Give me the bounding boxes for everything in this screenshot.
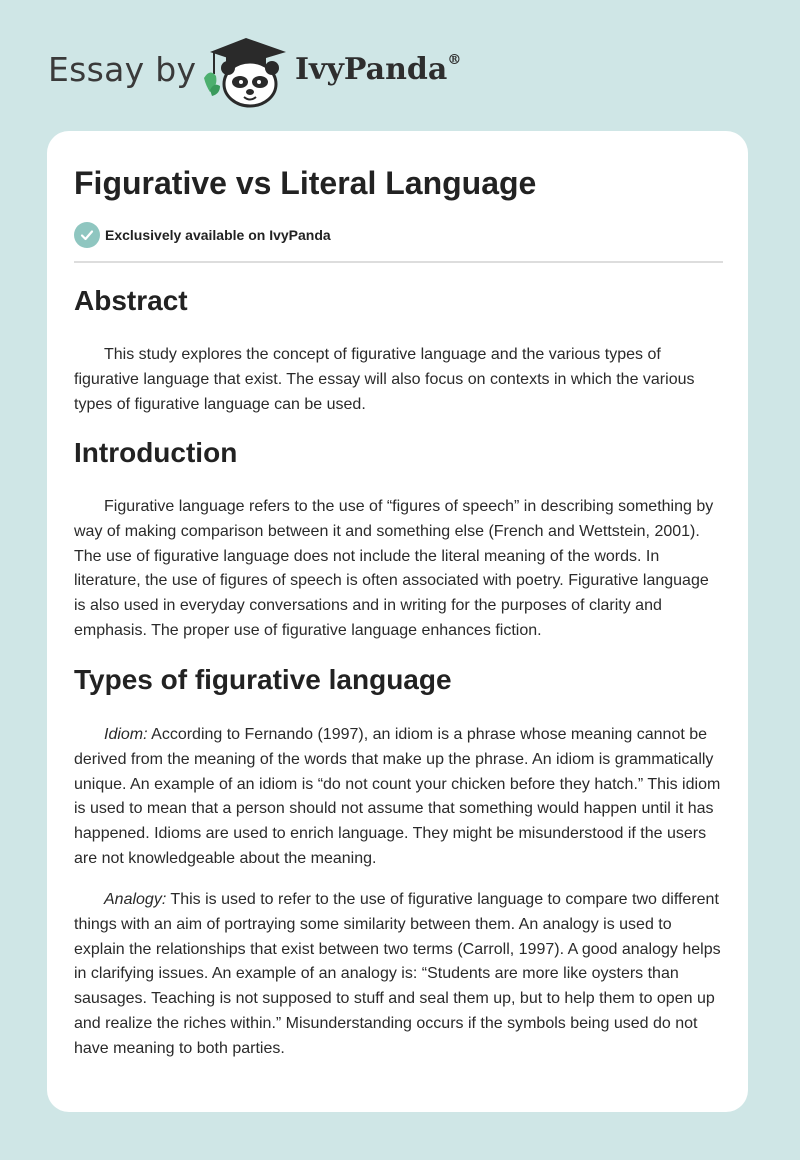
term-analogy: Analogy: bbox=[104, 891, 167, 908]
section-heading-abstract: Abstract bbox=[74, 285, 188, 316]
paragraph-text: According to Fernando (1997), an idiom is a phrase whose meaning cannot be derived from the meaning of the words that make up the phrase. An idiom is grammatically unique. An example of an idiom is “do not count your chicken before they hatch.” This idiom is used to mean that a person should not assume that something would happen until it has happened. Idioms are used to enrich language. They might be misunderstood if the users are not knowledgeable about the meaning. bbox=[74, 726, 721, 867]
section-heading-introduction: Introduction bbox=[74, 437, 238, 468]
paragraph bbox=[74, 343, 723, 417]
brand-text: IvyPanda bbox=[295, 52, 448, 87]
paragraph-text: This study explores the concept of figurative language and the various types of figurative language that exist. The essay will also focus on contexts in which the various types of figurative language can be used. bbox=[74, 346, 695, 413]
site-header bbox=[0, 0, 800, 130]
exclusive-badge-label: Exclusively available on IvyPanda bbox=[105, 227, 331, 243]
term-idiom: Idiom: bbox=[104, 726, 148, 743]
essay-card bbox=[47, 131, 748, 1112]
panda-logo-icon[interactable] bbox=[200, 34, 292, 110]
paragraph bbox=[74, 888, 723, 1062]
paragraph bbox=[74, 495, 723, 644]
divider bbox=[74, 261, 723, 263]
brand-name[interactable] bbox=[295, 52, 461, 87]
essay-by-label: Essay by bbox=[48, 50, 197, 89]
registered-mark: ® bbox=[447, 52, 462, 68]
paragraph bbox=[74, 723, 723, 872]
page-title: Figurative vs Literal Language bbox=[74, 165, 537, 201]
paragraph-text: This is used to refer to the use of figurative language to compare two different things with an aim of portraying some similarity between them. An analogy is used to explain the relationships that exist between two terms (Carroll, 1997). A good analogy helps in clarifying issues. An example of an analogy is: “Students are more like oysters than sausages. Teaching is not supposed to stuff and seal them up, but to help them to open up and realize the riches within.” Misunderstanding occurs if the symbols being used do not have meaning to both parties. bbox=[74, 891, 721, 1057]
check-icon bbox=[74, 222, 100, 248]
section-heading-types: Types of figurative language bbox=[74, 664, 452, 695]
exclusive-badge bbox=[74, 222, 331, 248]
paragraph-text: Figurative language refers to the use of “figures of speech” in describing something by way of making comparison between it and something else (French and Wettstein, 2001). The use of figurative language does not include the literal meaning of the words. In literature, the use of figures of speech is often associated with poetry. Figurative language is also used in everyday conversations and in writing for the purposes of clarity and emphasis. The proper use of figurative language enhances fiction. bbox=[74, 498, 714, 639]
